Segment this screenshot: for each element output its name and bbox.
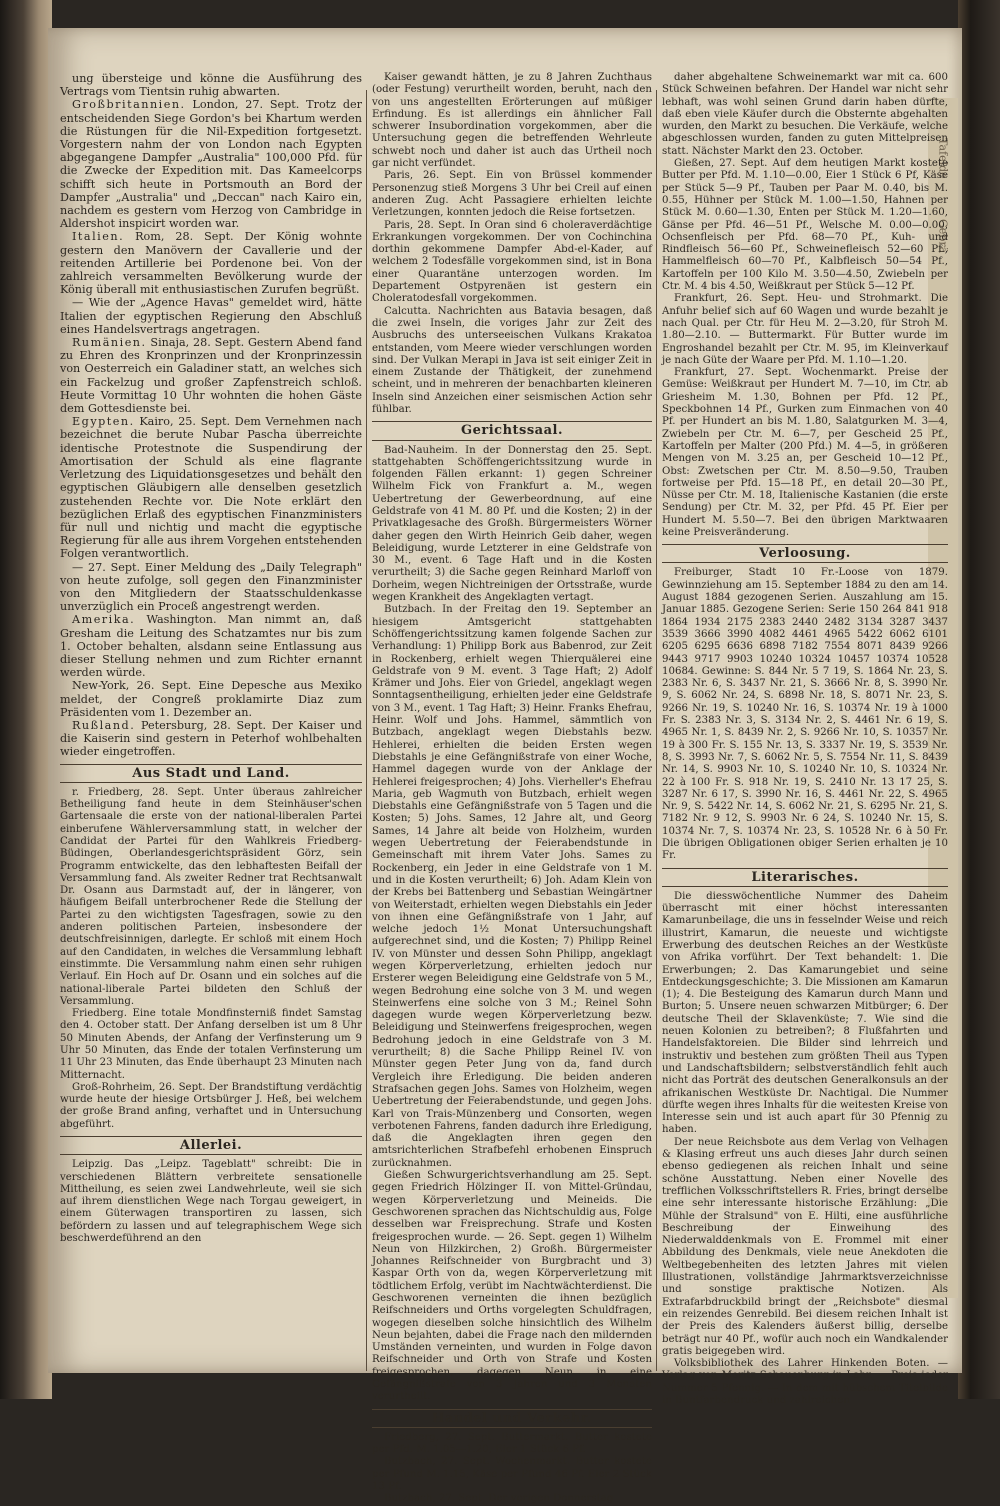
column-1	[60, 72, 362, 1375]
article-body: London, 27. Sept. Trotz der entscheidenden Siege Gordon's bei Khartum werden die Rüstungen für die Nil-Expedition fortgesetzt. Vorgestern nahm der von London nach Egypten abgegangene Dampfer „Australia" 100,000 Pfd. für die Zwecke der Expedition mit. Das Kameelcorps schifft sich heute in Portsmouth an Bord der Dampfer „Australia" und „Deccan" nach Kairo ein, nachdem es gestern vom Herzog von Cambridge in Aldershot inspicirt worden war.	[60, 98, 362, 231]
article-text: Freiburger, Stadt 10 Fr.-Loose von 1879. Gewinnziehung am 15. September 1884 zu den am 14. August 1884 gezogenen Serien. Auszahlung am 15. Januar 1885. Gezogene Serien: Serie 150 264 841 918 1864 1934 2175 2383 2440 2482 3134 3287 3437 3539 3666 3990 4082 4461 4965 5422 6062 6101 6205 6295 6636 6898 7182 7554 8071 8439 9266 9443 9717 9903 10240 10324 10457 10374 10528 10684. Gewinne: S. 844 Nr. 5 7 19, S. 1864 Nr. 23, S. 2383 Nr. 6, S. 3437 Nr. 21, S. 3666 Nr. 8, S. 3990 Nr. 9, S. 6062 Nr. 24, S. 6898 Nr. 18, S. 8071 Nr. 23, S. 9266 Nr. 19, S. 10240 Nr. 16, S. 10374 Nr. 19 à 1000 Fr. S. 2383 Nr. 3, S. 3134 Nr. 2, S. 4461 Nr. 6 19, S. 4965 Nr. 1, S. 8439 Nr. 2, S. 9266 Nr. 10, S. 10357 Nr. 19 à 300 Fr. S. 155 Nr. 13, S. 3337 Nr. 19, S. 3539 Nr. 8, S. 3993 Nr. 7, S. 6062 Nr. 5, S. 7554 Nr. 11, S. 8439 Nr. 14, S. 9903 Nr. 10, S. 10240 Nr. 10, S. 10324 Nr. 22 à 100 Fr. S. 918 Nr. 19, S. 2410 Nr. 13 17 25, S. 3287 Nr. 6 17, S. 3990 Nr. 16, S. 4461 Nr. 22, S. 4965 Nr. 9, S. 5422 Nr. 14, S. 6062 Nr. 21, S. 6295 Nr. 21, S. 7182 Nr. 9 12, S. 9903 Nr. 6 24, S. 10240 Nr. 15, S. 10374 Nr. 7, S. 10374 Nr. 23, S. 10528 Nr. 6 à 50 Fr. Die übrigen Obligationen obiger Serien erhalten je 10 Fr.	[662, 567, 948, 862]
article-text	[60, 98, 362, 230]
article-text: Butzbach, 27. Sept. Der vorigen Donnerstag	[384, 1493, 614, 1505]
article-text: Butzbach, 27. Sept. Wochenmarkt. Butter kostete per Pfund M. 1.15, Käse per Pfund 46 Pf. Eier 2 Stück 13 Pf.	[372, 1456, 652, 1493]
article-text: Der neue Reichsbote aus dem Verlag von Velhagen & Klasing erfreut uns auch dieses Jahr durch seinen ebenso gediegenen als reichen Inhalt und seine schöne Ausstattung. Neben einer Novelle des trefflichen Volksschriftstellers R. Fries, bringt derselbe eine sehr interessante historische Erzählung: „Die Mühle der Stralsund" von E. Hilti, eine ausführliche Beschreibung der Einweihung des Niederwalddenkmals von E. Frommel mit einer Abbildung des Denkmals, viele neue Anekdoten die Weltbegebenheiten des letzten Jahres mit vielen Illustrationen, vollständige Jahrmarktsverzeichnisse und sonstige praktische Notizen. Als Extrafarbdruckbild bringt der „Reichsbote" diesmal ein reizendes Genrebild. Bei diesem reichen Inhalt ist der Preis des Kalenders äußerst billig, derselbe beträgt nur 40 Pf., wofür auch noch ein Wandkalender gratis beigegeben wird.	[662, 1136, 948, 1357]
article-text: r. Friedberg, 28. Sept. Unter überaus zahlreicher Betheiligung fand heute in dem Steinhäuser'schen Gartensaale die erste von der national-liberalen Partei einberufene Wählerversammlung statt, in welcher der Candidat der Partei für den Wahlkreis Friedberg-Büdingen, Oberlandesgerichtspräsident Görz, sein Programm entwickelte, das den lebhaftesten Beifall der Versammlung fand. Als zweiter Redner trat Rechtsanwalt Dr. Osann aus Darmstadt auf, der in längerer, von häufigem Beifall unterbrochener Rede die Stellung der Partei zu den wichtigsten Tagesfragen, sowie zu den anderen politischen Parteien, insbesondere der deutschfreisinnigen, darlegte. Er schloß mit einem Hoch auf den Candidaten, in welches die Versammlung lebhaft einstimmte. Die Versammlung nahm einen sehr ruhigen Verlauf. Ein Hoch auf Dr. Osann und ein solches auf die national-liberale Partei bildeten den Schluß der Versammlung.	[60, 786, 362, 1007]
article-text	[60, 613, 362, 679]
section-heading: Aus Stadt und Land.	[60, 764, 362, 783]
article-text: Paris, 28. Sept. In Oran sind 6 choleraverdächtige Erkrankungen vorgekommen. Der von Cochinchina dorthin gekommene Dampfer Abd-el-Kader, auf welchem 2 Todesfälle vorgekommen sind, ist in Bona einer Quarantäne unterzogen worden. Im Departement Ostpyrenäen ist gestern ein Choleratodesfall vorgekommen.	[372, 219, 652, 305]
article-text: Bad-Nauheim. In der Donnerstag den 25. Sept. stattgehabten Schöffengerichtssitzung wurde in folgenden Fällen erkannt: 1) gegen Schreiner Wilhelm Fick von Frankfurt a. M., wegen Uebertretung der Gewerbeordnung, auf eine Geldstrafe von 41 M. 80 Pf. und die Kosten; 2) in der Privatklagesache des Großh. Bürgermeisters Wörner daher gegen den Wirth Heinrich Geib daher, wegen Beleidigung, wurde Letzterer in eine Geldstrafe von 30 M., event. 6 Tage Haft und in die Kosten verurtheilt; 3) die Sache gegen Reinhard Marloff von Dorheim, wegen Nichtreinigen der Ortsstraße, wurde wegen Krankheit des Angeklagten vertagt.	[372, 444, 652, 604]
article-text	[60, 336, 362, 415]
article-text: Gießen Schwurgerichtsverhandlung am 25. Sept. gegen Friedrich Hölzinger II. von Mittel-Gründau, wegen Körperverletzung und Meineids. Die Geschworenen sprachen das Nichtschuldig aus, Folge desselben war Freisprechung. Strafe und Kosten freigesprochen wurde. — 26. Sept. gegen 1) Wilhelm Neun von Hilzkirchen, 2) Großh. Bürgermeister Johannes Reifschneider von Burgbracht und 3) Kaspar Orth von da, wegen Körperverletzung mit tödtlichem Erfolg, verübt im Nachtwächterdienst. Die Geschworenen verneinten die ihnen bezüglich Reifschneiders und Orths vorgelegten Schuldfragen, wogegen dieselben solche hinsichtlich des Wilhelm Neun bejahten, dabei die Frage nach den mildernden Umständen verneinten, und wurden in Folge davon Reifschneider und Orth von Strafe und Kosten freigesprochen, dagegen Neun in eine Gefängnißstrafe von 3 Jahren und 3 Monaten verurtheilt.	[372, 1170, 652, 1403]
article-text: ung übersteige und könne die Ausführung des Vertrags vom Tientsin ruhig abwarten.	[60, 72, 362, 99]
column-rule	[656, 90, 657, 1371]
article-text: Frankfurt, 26. Sept. Heu- und Strohmarkt. Die Anfuhr belief sich auf 60 Wagen und wurde bezahlt je nach Qual. per Ctr. für Heu M. 2—3.20, für Stroh M. 1.80—2.10. — Buttermarkt. Für Butter wurde im Engroshandel bezahlt per Ctr. M. 95, im Kleinverkauf je nach Güte der Waare per Pfd. M. 1.10—1.20.	[662, 293, 948, 366]
adjacent-page-text: Tafelde	[936, 138, 950, 179]
country-heading: Rußland.	[72, 718, 136, 732]
country-heading: Amerika.	[72, 613, 136, 627]
article-text: Calcutta. Nachrichten aus Batavia besagen, daß die zwei Inseln, die voriges Jahr zur Zeit des Ausbruchs des unterseeischen Vulkans Krakatoa entstanden, vom Meere wieder verschlungen worden sind. Der Vulkan Merapi in Java ist seit einiger Zeit in einem Zustande der Thätigkeit, der zunehmend scheint, und in mehreren der benachbarten kleineren Inseln sind Anzeichen einer seismischen Action sehr fühlbar.	[372, 305, 652, 416]
article-text: New-York, 26. Sept. Eine Depesche aus Mexiko meldet, der Congreß proklamirte Diaz zum Präsidenten vom 1. Dezember an.	[60, 679, 362, 719]
article-text	[60, 230, 362, 296]
column-3	[662, 72, 948, 1406]
article-text	[60, 415, 362, 560]
article-text: Friedberg, 27. Sept. Buttermarkt. Butter kostete per Pfd. M. 1.05—1.20, Eier 1 Stück 6 Pf.	[372, 1431, 652, 1456]
adjacent-page-text: Gebrä	[936, 218, 950, 253]
country-heading: Italien.	[72, 230, 125, 244]
article-text: Butzbach. In der Freitag den 19. September an hiesigem Amtsgericht stattgehabten Schöffengerichtssitzung kamen folgende Sachen zur Verhandlung: 1) Philipp Bork aus Babenrod, zur Zeit in Rockenberg, erhielt wegen Thierquälerei eine Geldstrafe von 9 M. event. 3 Tage Haft; 2) Adolf Krämer und Johs. Eier von Griedel, angeklagt wegen Sonntagsentheiligung, erhielten jeder eine Geldstrafe von 3 M., event. 1 Tag Haft; 3) Heinr. Franks Ehefrau, Heinr. Wolf und Johs. Hammel, sämmtlich von Butzbach, angeklagt wegen Diebstahls bezw. Hehlerei, erhielten die beiden Ersten wegen Diebstahls je eine Gefängnißstrafe von einer Woche, Hammel dagegen wurde von der Anklage der Hehlerei freigesprochen; 4) Johs. Vierheller's Ehefrau Maria, geb Wagmuth von Butzbach, erhielt wegen Diebstahls eine Gefängnißstrafe von 5 Tagen und die Kosten; 5) Johs. Sames, 12 Jahre alt, und Georg Sames, 14 Jahre alt beide von Holzheim, wurden wegen Uebertretung der Feierabendstunde in Gemeinschaft mit ihrem Vater Johs. Sames zu Rockenberg, ein Jeder in eine Geldstrafe von 1 M. und in die Kosten verurtheilt; 6) Joh. Adam Klein von der Krebs bei Battenberg und Sebastian Weingärtner von Weiterstadt, erhielten wegen Diebstahls ein Jeder von ihnen eine Gefängnißstrafe von 1 Jahr, auf welche jedoch 1½ Monat Untersuchungshaft aufgerechnet sind, und die Kosten; 7) Philipp Reinel IV. von Münster und dessen Sohn Philipp, angeklagt wegen Körperverletzung, erhielten jedoch nur Ersterer wegen Beleidigung eine Geldstrafe von 5 M., wegen Bedrohung eine solche von 3 M. und wegen Steinwerfens eine solche von 3 M.; Reinel Sohn dagegen wurde wegen Körperverletzung bezw. Beleidigung und Steinwerfens freigesprochen, wegen Bedrohung jedoch in eine Geldstrafe von 3 M. verurtheilt; 8) die Sache Philipp Reinel IV. von Münster gegen Peter Jung von da, fand durch Vergleich ihre Erledigung. Die beiden anderen Strafsachen gegen Johs. Sames von Holzheim, wegen Uebertretung der Feierabendstunde, und gegen Johs. Karl von Trais-Münzenberg und Consorten, wegen verbotenen Fahrens, fanden dadurch ihre Erledigung, daß die Angeklagten ihren gegen den amtsrichterlichen Strafbefehl erhobenen Einspruch zurücknahmen.	[372, 604, 652, 1169]
article-text: Kaiser gewandt hätten, je zu 8 Jahren Zuchthaus (oder Festung) verurtheilt worden, beruht, nach den von uns angestellten Erörterungen auf müßiger Erfindung. Es ist allerdings ein ähnlicher Fall schwerer Insubordination vorgekommen, aber die Untersuchung gegen die betreffenden Wehrleute schwebt noch und daher ist auch das Urtheil noch gar nicht verfündet.	[372, 72, 652, 170]
section-heading: Literarisches.	[662, 868, 948, 887]
book-edge-left	[0, 0, 52, 1399]
section-heading: Gerichtssaal.	[372, 421, 652, 440]
article-text: Friedberg. Eine totale Mondfinsterniß findet Samstag den 4. October statt. Der Anfang derselben ist um 8 Uhr 50 Minuten Abends, der Anfang der Verfinsterung um 9 Uhr 50 Minuten, das Ende der totalen Verfinsterung um 11 Uhr 23 Minuten, das Ende überhaupt 23 Minuten nach Mitternacht.	[60, 1008, 362, 1081]
country-heading: Großbritannien.	[72, 98, 186, 112]
article-text: Gießen, 27. Sept. Auf dem heutigen Markt kostete Butter per Pfd. M. 1.10—0.00, Eier 1 Stück 6 Pf, Käse per Stück 5—9 Pf., Tauben per Paar M. 0.40, bis M. 0.55, Hühner per Stück M. 1.00—1.50, Hahnen per Stück M. 0.60—1.30, Enten per Stück M. 1.20—1.60, Gänse per Pfd. 46—51 Pf., Welsche M. 0.00—0.00, Ochsenfleisch per Pfd. 68—70 Pf., Kuh- und Rindfleisch 56—60 Pf., Schweinefleisch 52—60 Pf., Hammelfleisch 60—70 Pf., Kalbfleisch 50—54 Pf., Kartoffeln per 100 Kilo M. 3.50—4.50, Zwiebeln per Ctr. M. 4 bis 4.50, Weißkraut per Stück 5—12 Pf.	[662, 158, 948, 293]
book-edge-right	[958, 0, 1000, 1399]
article-text: — 27. Sept. Einer Meldung des „Daily Telegraph" von heute zufolge, soll gegen den Finanzminister von den Mitgliedern der Staatsschuldenkasse unverzüglich ein Proceß angestrengt werden.	[60, 560, 362, 614]
article-text: — Wie der „Agence Havas" gemeldet wird, hätte Italien der egyptischen Regierung den Abschluß eines Handelsvertrags angetragen.	[60, 296, 362, 336]
article-text: Frankfurt, 27. Sept. Wochenmarkt. Preise der Gemüse: Weißkraut per Hundert M. 7—10, im Ctr. ab Griesheim M. 1.30, Bohnen per Pfd. 12 Pf., Speckbohnen 14 Pf., Gurken zum Einmachen von 40 Pf. per Hundert an bis M. 1.80, Salatgurken M. 3—4, Zwiebeln per Ctr. M. 6—7, per Gescheid 25 Pf., Kartoffeln per Malter (200 Pfd.) M. 4—5, in größeren Mengen von M. 3.25 an, per Gescheid 10—12 Pf., Obst: Zwetschen per Ctr. M. 8.50—9.50, Trauben fortweise per Pfd. 15—18 Pf., en detail 20—30 Pf., Nüsse per Ctr. M. 18, Italienische Kastanien (die erste Sendung) per Ctr. M. 32, per Pfd. 45 Pf. Eier per Hundert M. 5.50—7. Bei den übrigen Marktwaaren keine Preisveränderung.	[662, 367, 948, 538]
section-heading: Verloosung.	[662, 544, 948, 563]
column-rule	[366, 90, 367, 1371]
article-body: Sinaja, 28. Sept. Gestern Abend fand zu Ehren des Kronprinzen und der Kronprinzessin von Oesterreich ein Galadiner statt, an welches sich ein Fackelzug und großer Zapfenstreich schloß. Heute Vormittag 10 Uhr wohnten die hohen Gäste dem Gottesdienste bei.	[60, 336, 362, 416]
article-text: Volksbibliothek des Lahrer Hinkenden Boten. — Verlag von Moritz Schauenburg in Lahr. — Preis jeder Nummer 5 Pfennig. — In dem mit hübschem Titelbilde in Buntfarbendruck und zahlreichen	[662, 1358, 948, 1406]
article-text: Leipzig. Das „Leipz. Tageblatt" schreibt: Die in verschiedenen Blättern verbreitete sensationelle Mittheilung, es seien zwei Landwehrleute, weil sie sich auf ihrem dienstlichen Wege nach Torgau geweigert, in einem Güterwagen transportiren zu lassen, sich befördern zu lassen und auf telegraphischem Wege sich beschwerdeführend an den	[60, 1159, 362, 1245]
article-body: Rom, 28. Sept. Der König wohnte gestern den Manövern der Cavallerie und der reitenden Artillerie bei Pordenone bei. Von der zahlreich versammelten Bevölkerung wurde der König überall mit enthusiastischen Zurufen begrüßt.	[60, 230, 362, 297]
country-heading: Egypten.	[72, 415, 135, 429]
article-text: Groß-Rohrheim, 26. Sept. Der Brandstiftung verdächtig wurde heute der hiesige Ortsbürger J. Heß, bei welchem der große Brand anfing, verhaftet und in Untersuchung abgeführt.	[60, 1081, 362, 1130]
article-text: Paris, 26. Sept. Ein von Brüssel kommender Personenzug stieß Morgens 3 Uhr bei Creil auf einen anderen Zug. Acht Passagiere erhielten leichte Verletzungen, konnten jedoch die Reise fortsetzen.	[372, 170, 652, 219]
article-text: daher abgehaltene Schweinemarkt war mit ca. 600 Stück Schweinen befahren. Der Handel war nicht sehr lebhaft, was wohl seinen Grund darin haben dürfte, daß eben viele Käufer durch die Obsternte abgehalten wurden, den Markt zu besuchen. Die Verkäufe, welche abgeschlossen wurden, fanden zu guten Mittelpreisen statt. Nächster Markt den 23. October.	[662, 72, 948, 157]
column-2	[372, 72, 652, 1505]
article-text	[60, 719, 362, 759]
country-heading: Rumänien.	[72, 336, 147, 350]
article-body: Kairo, 25. Sept. Dem Vernehmen nach bezeichnet die berute Nubar Pascha überreichte identische Protestnote die Suspendirung der Amortisation der Schuld als eine flagrante Verletzung des Liquidationsgesetzes und behält den egyptischen Gläubigern alle denselben gesetzlich zustehenden Rechte vor. Die Note erklärt den bezüglichen Erlaß des egyptischen Finanzministers für null und nichtig und macht die egyptische Regierung für alle aus ihrem Vorgehen entstehenden Folgen verantwortlich.	[60, 415, 362, 561]
article-text: Die diesswöchentliche Nummer des Daheim überrascht mit einer höchst interessanten Kamarunbeilage, die uns in fesselnder Weise und reich illustrirt, Kamarun, die neueste und wichtigste Erwerbung des deutschen Reiches an der Westküste von Afrika vorführt. Der Text behandelt: 1. Die Erwerbungen; 2. Das Kamarungebiet und seine Entdeckungsgeschichte; 3. Die Missionen am Kamarun (1); 4. Die Besteigung des Kamarun durch Mann und Burton; 5. Unsere neuen schwarzen Mitbürger; 6. Der deutsche Theil der Sklavenküste; 7. Wie sind die neuen Kolonien zu betreiben?; 8 Flußfahrten und Handelsfaktoreien. Die Bilder sind lehrreich und instruktiv und bestehen zum größten Theil aus Typen und Landschaftsbildern; selbstverständlich fehlt auch nicht das Porträt des deutschen Generalkonsuls an der afrikanischen Westküste Dr. Nachtigal. Die Nummer dürfte wegen ihres Inhalts für die weitesten Kreise von Interesse sein und ist auch apart für 30 Pfennig zu haben.	[662, 890, 948, 1136]
article-body: Petersburg, 28. Sept. Der Kaiser und die Kaiserin sind gestern in Peterhof wohlbehalten wieder eingetroffen.	[60, 718, 362, 759]
article-body: Washington. Man nimmt an, daß Gresham die Leitung des Schatzamtes nur bis zum 1. October behalten, alsdann seine Entlassung aus dieser Stellung nehmen und zum Richter ernannt werden würde.	[60, 613, 362, 680]
section-heading: Allerlei.	[60, 1136, 362, 1155]
section-heading: Handel und Verkehr.	[372, 1409, 652, 1428]
